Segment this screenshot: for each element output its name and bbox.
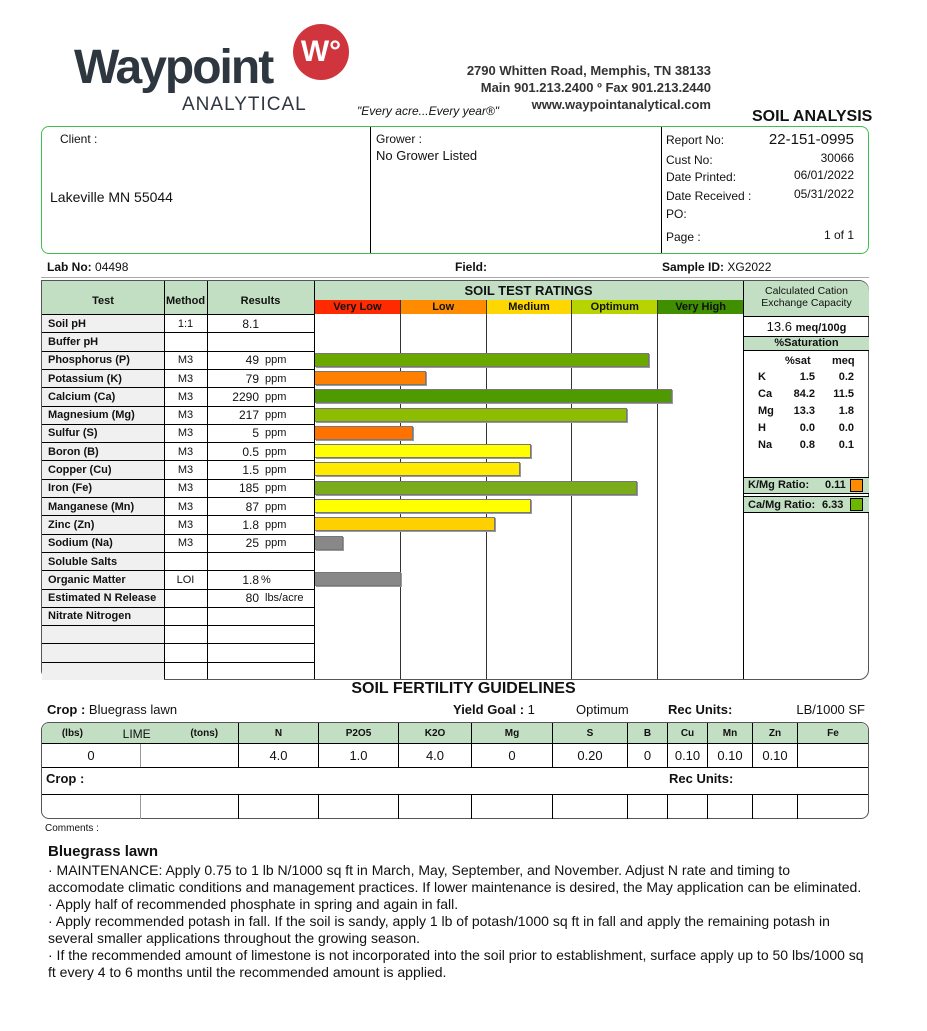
rating-bar	[315, 462, 520, 476]
rec-units: LB/1000 SF	[796, 702, 865, 717]
report-title: SOIL ANALYSIS	[752, 108, 873, 125]
table-row	[42, 314, 314, 332]
divider	[238, 794, 239, 819]
col-sat: %sat	[785, 355, 811, 367]
test-name: Sodium (Na)	[48, 537, 113, 550]
test-name: Buffer pH	[48, 335, 99, 348]
test-method: M3	[177, 518, 194, 531]
cec-unit: meq/100g	[795, 322, 847, 334]
fert-value-fe	[797, 744, 868, 767]
test-method	[164, 608, 207, 625]
test-name: Sulfur (S)	[48, 427, 98, 440]
fertility-table: (lbs) LIME (tons) 0 N 4.0 P2O5 1.0 K2O 4.0 Mg 0 S 0.20 B 0 Cu 0.10 Mn 0.10 Zn 0.10 Fe Crop : Rec Units:	[41, 722, 869, 819]
table-row	[42, 662, 314, 680]
field-label: Field:	[455, 260, 487, 274]
test-method: M3	[177, 500, 194, 513]
info-value: 30066	[820, 151, 854, 165]
divider	[471, 794, 472, 819]
fert-col-mn: Mn	[707, 723, 752, 744]
table-row	[42, 369, 314, 387]
divider	[627, 794, 628, 819]
rating-level-very-low: Very Low	[314, 300, 400, 314]
rating-gridline	[571, 314, 572, 679]
test-result	[207, 663, 259, 680]
test-result: 25	[245, 536, 259, 551]
table-row	[42, 351, 314, 369]
test-result: 1.5	[242, 463, 259, 478]
test-result	[207, 333, 259, 350]
table-row	[42, 570, 314, 588]
ratings-title: SOIL TEST RATINGS	[464, 283, 593, 298]
test-name: Soil pH	[48, 317, 86, 330]
rating-bar	[315, 426, 413, 440]
test-unit: ppm	[265, 354, 287, 367]
info-label: Report No:	[666, 133, 725, 147]
info-label: Cust No:	[666, 153, 713, 167]
sat-meq: 0.2	[838, 371, 854, 383]
test-method	[164, 663, 207, 680]
test-method	[164, 333, 207, 350]
test-unit: ppm	[265, 390, 287, 403]
comments-label: Comments :	[45, 823, 99, 834]
sat-meq: 0.0	[838, 422, 854, 434]
test-name: Nitrate Nitrogen	[48, 610, 132, 623]
divider	[797, 794, 798, 819]
soil-test-table	[41, 280, 869, 680]
test-method: M3	[177, 390, 194, 403]
rating-bar	[315, 499, 531, 513]
sat-meq: 11.5	[833, 388, 854, 400]
tagline: "Every acre...Every year®"	[357, 104, 500, 118]
crop-name: Bluegrass lawn	[88, 702, 178, 717]
divider	[140, 794, 141, 819]
table-row	[42, 534, 314, 552]
sat-percent: 84.2	[793, 388, 815, 400]
kmg-value: 0.11	[825, 479, 846, 491]
lab-no: Lab No: 04498	[47, 260, 129, 274]
test-unit: %	[261, 573, 271, 586]
rating-bar	[315, 371, 426, 385]
lime-header: LIME	[122, 726, 151, 741]
sat-percent: 1.5	[799, 371, 815, 383]
comment-line: · If the recommended amount of limestone is not incorporated into the soil prior to establishment, surface apply up to 50 lbs/1000 sq ft every 4 to 6 months until the recommended amount is applied.	[48, 947, 864, 980]
info-label: Page :	[666, 230, 701, 244]
test-method	[164, 626, 207, 643]
table-row	[42, 442, 314, 460]
lime-tons-value	[140, 744, 238, 767]
lab-phone: Main 901.213.2400 º Fax 901.213.2440	[480, 80, 711, 95]
test-name: Iron (Fe)	[48, 482, 92, 495]
col-test: Test	[92, 295, 114, 307]
rating-bar	[315, 408, 627, 422]
comment-line: · Apply recommended potash in fall. If the soil is sandy, apply 1 lb of potash/1000 sq ft in fall and apply the remaining potash in several smaller applications throughout the growing season.	[48, 913, 830, 946]
test-unit: lbs/acre	[265, 592, 304, 605]
test-name: Magnesium (Mg)	[48, 409, 135, 422]
test-method: M3	[177, 372, 194, 385]
info-value: 05/31/2022	[793, 187, 854, 201]
divider	[318, 794, 319, 819]
test-unit: ppm	[265, 464, 287, 477]
rating-bar	[315, 517, 495, 531]
cec-value: 13.6	[766, 319, 792, 334]
test-unit: ppm	[265, 427, 287, 440]
camg-label: Ca/Mg Ratio:	[748, 499, 816, 511]
test-method: LOI	[176, 573, 195, 586]
table-row	[42, 387, 314, 405]
logo-wordmark: Waypoint	[74, 41, 273, 94]
fert-value-n: 4.0	[238, 744, 318, 767]
test-name: Organic Matter	[48, 573, 126, 586]
fert-col-n: N	[238, 723, 318, 744]
rating-bar	[315, 444, 531, 458]
table-row	[42, 589, 314, 607]
yield-level: Optimum	[576, 702, 629, 717]
fert-value-zn: 0.10	[752, 744, 797, 767]
sat-percent: 13.3	[793, 405, 815, 417]
yield-goal: 1	[527, 702, 535, 717]
rating-level-medium: Medium	[486, 300, 572, 314]
table-row	[42, 552, 314, 570]
fert-col-p2o5: P2O5	[318, 723, 398, 744]
camg-swatch	[850, 498, 863, 511]
grower-name: No Grower Listed	[376, 148, 478, 163]
grower-label: Grower :	[376, 132, 423, 146]
sat-element: H	[758, 422, 766, 434]
fert-value-cu: 0.10	[667, 744, 707, 767]
test-unit: ppm	[265, 372, 287, 385]
divider	[398, 794, 399, 819]
test-result: 49	[245, 353, 259, 368]
info-label: Date Printed:	[666, 170, 737, 184]
test-unit: ppm	[265, 482, 287, 495]
client-address: Lakeville MN 55044	[50, 189, 173, 205]
sat-meq: 0.1	[838, 439, 854, 451]
test-unit: ppm	[265, 500, 287, 513]
test-result: 79	[245, 371, 259, 386]
test-result: 217	[238, 408, 259, 423]
test-result	[207, 644, 259, 661]
fert-col-fe: Fe	[797, 723, 868, 744]
comment-line: · MAINTENANCE: Apply 0.75 to 1 lb N/1000 sq ft in March, May, September, and November. Adjust N rate and timing to accomodate climatic conditions and management practices. If lower maintenance is desired, the May application can be eliminated.	[48, 862, 862, 895]
test-result	[207, 608, 259, 625]
rating-bar	[315, 353, 649, 367]
lab-website: www.waypointanalytical.com	[531, 97, 711, 112]
lime-lbs-value: 0	[87, 748, 95, 763]
fert-col-cu: Cu	[667, 723, 707, 744]
test-result	[207, 626, 259, 643]
fert-value-s: 0.20	[552, 744, 627, 767]
divider	[707, 794, 708, 819]
rating-level-very-high: Very High	[657, 300, 743, 314]
rating-gridline	[657, 314, 658, 679]
fert-value-b: 0	[627, 744, 667, 767]
divider	[552, 794, 553, 819]
info-label: Date Received :	[666, 189, 752, 203]
client-label: Client :	[60, 132, 98, 146]
test-method: M3	[177, 482, 194, 495]
table-row	[42, 497, 314, 515]
sat-element: Mg	[758, 405, 774, 417]
test-name: Boron (B)	[48, 445, 99, 458]
divider	[667, 794, 668, 819]
kmg-swatch	[850, 479, 863, 492]
rating-level-low: Low	[400, 300, 486, 314]
camg-value: 6.33	[822, 499, 844, 511]
col-meq: meq	[832, 355, 855, 367]
test-unit: ppm	[265, 537, 287, 550]
table-row	[42, 424, 314, 442]
rating-gridline	[400, 314, 401, 679]
table-row	[42, 515, 314, 533]
sat-element: K	[758, 371, 766, 383]
divider	[752, 794, 753, 819]
test-method	[164, 590, 207, 607]
logo-mark-icon: W°	[293, 24, 349, 80]
test-result: 2290	[232, 389, 259, 404]
sat-element: Ca	[758, 388, 773, 400]
col-method: Method	[165, 295, 206, 307]
saturation-title: %Saturation	[774, 337, 839, 349]
rating-bar	[315, 572, 401, 586]
fert-value-p2o5: 1.0	[318, 744, 398, 767]
test-name: Manganese (Mn)	[48, 500, 135, 513]
fert-value-mn: 0.10	[707, 744, 752, 767]
rating-bar	[315, 389, 672, 403]
test-result: 185	[238, 481, 259, 496]
test-result: 0.5	[242, 444, 259, 459]
fertility-title: SOIL FERTILITY GUIDELINES	[351, 680, 576, 697]
test-result: 5	[252, 426, 259, 441]
test-name: Soluble Salts	[48, 555, 118, 568]
test-method: 1:1	[177, 317, 194, 330]
rating-gridline	[486, 314, 487, 679]
col-results: Results	[240, 295, 281, 307]
sat-meq: 1.8	[838, 405, 854, 417]
rating-bar	[315, 481, 637, 495]
fert-col-k2o: K2O	[398, 723, 471, 744]
cec-title: Calculated Cation Exchange Capacity	[761, 285, 852, 309]
test-result: 80	[245, 591, 259, 606]
table-row	[42, 479, 314, 497]
test-method: M3	[177, 427, 194, 440]
test-method	[164, 553, 207, 570]
info-value: 06/01/2022	[793, 168, 854, 182]
test-name: Calcium (Ca)	[48, 390, 116, 403]
test-unit: ppm	[265, 445, 287, 458]
test-method: M3	[177, 464, 194, 477]
test-unit: ppm	[265, 518, 287, 531]
table-row	[42, 643, 314, 661]
table-row	[42, 625, 314, 643]
comment-line: · Apply half of recommended phosphate in spring and again in fall.	[48, 896, 459, 912]
sat-element: Na	[758, 439, 773, 451]
test-result: 87	[245, 499, 259, 514]
table-row	[42, 406, 314, 424]
test-method: M3	[177, 409, 194, 422]
logo-subtitle: ANALYTICAL	[182, 94, 307, 115]
rec-units-label: Rec Units:	[668, 702, 733, 717]
test-method	[164, 644, 207, 661]
rec2-label: Rec Units:	[669, 771, 734, 786]
info-label: PO:	[666, 207, 687, 221]
test-method: M3	[177, 537, 194, 550]
kmg-label: K/Mg Ratio:	[748, 479, 810, 491]
test-name: Estimated N Release	[48, 592, 157, 605]
fert-value-mg: 0	[471, 744, 552, 767]
fert-value-k2o: 4.0	[398, 744, 471, 767]
fert-col-mg: Mg	[471, 723, 552, 744]
sample-id: Sample ID: XG2022	[662, 260, 772, 274]
comments-heading: Bluegrass lawn	[48, 843, 159, 860]
fert-col-s: S	[552, 723, 627, 744]
test-method: M3	[177, 354, 194, 367]
test-name: Copper (Cu)	[48, 464, 112, 477]
info-value: 1 of 1	[823, 228, 854, 242]
table-row	[42, 607, 314, 625]
test-name: Phosphorus (P)	[48, 354, 130, 367]
lab-address: 2790 Whitten Road, Memphis, TN 38133	[466, 63, 711, 78]
test-method: M3	[177, 445, 194, 458]
test-result: 8.1	[242, 316, 259, 331]
test-name: Zinc (Zn)	[48, 518, 95, 531]
crop2-label: Crop :	[46, 771, 85, 786]
table-row	[42, 332, 314, 350]
info-value: 22-151-0995	[768, 131, 854, 148]
fert-col-zn: Zn	[752, 723, 797, 744]
test-result: 1.8	[242, 517, 259, 532]
test-unit: ppm	[265, 409, 287, 422]
test-result: 1.8	[242, 572, 259, 587]
sat-percent: 0.8	[799, 439, 815, 451]
rating-bar	[315, 536, 343, 550]
fert-col-b: B	[627, 723, 667, 744]
client-info-box	[41, 126, 869, 254]
test-name: Potassium (K)	[48, 372, 122, 385]
rating-level-optimum: Optimum	[571, 300, 657, 314]
sat-percent: 0.0	[799, 422, 815, 434]
test-result	[207, 553, 259, 570]
table-row	[42, 460, 314, 478]
